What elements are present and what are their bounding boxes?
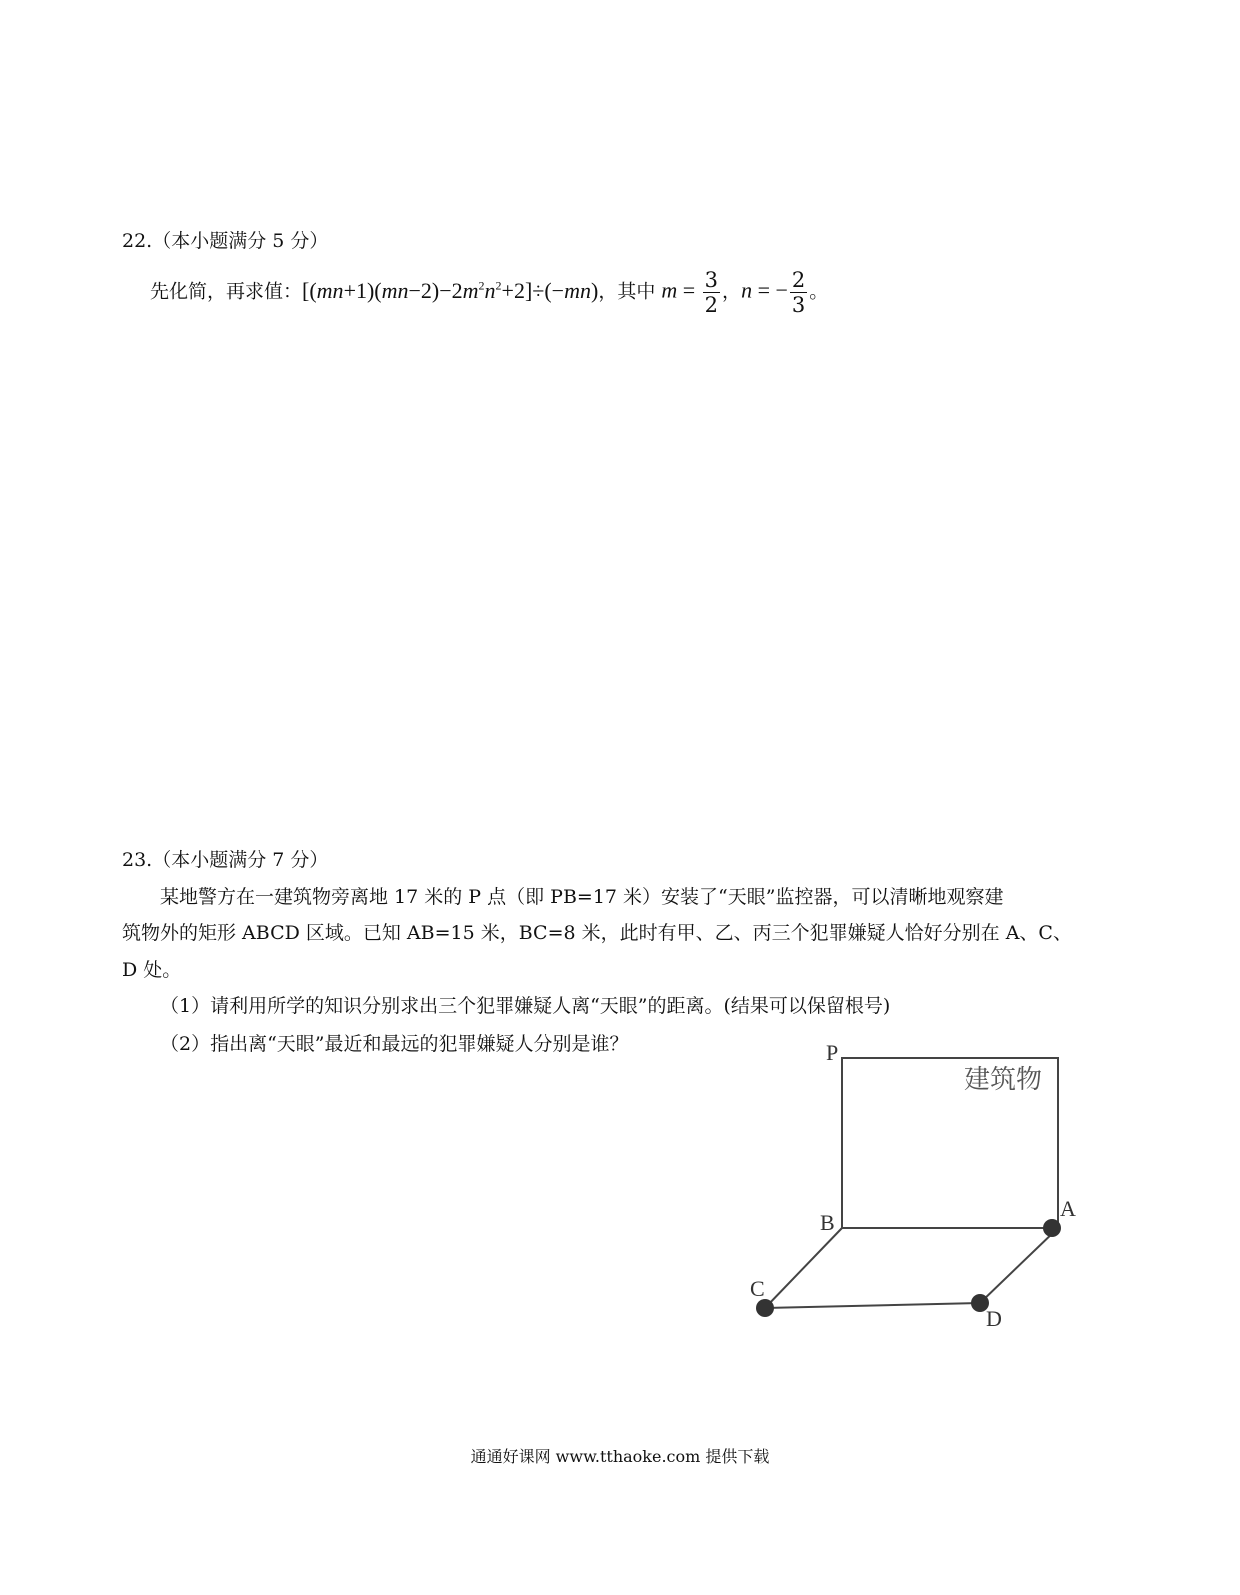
edge-ad xyxy=(980,1228,1058,1303)
q22-prompt: 先化简，再求值： xyxy=(150,280,303,303)
q22-expression: $[(mn+1)(mn-2)-2m^2n^2+2]\div(-mn)$ xyxy=(302,277,599,303)
q23-heading: 23.（本小题满分 7 分） xyxy=(122,849,329,871)
q22-heading: 22.（本小题满分 5 分） xyxy=(122,230,329,252)
q23-subquestion-1: （1）请利用所学的知识分别求出三个犯罪嫌疑人离“天眼”的距离。(结果可以保留根号) xyxy=(160,995,891,1017)
footer-source: 通通好课网 www.tthaoke.com 提供下载 xyxy=(470,1447,770,1466)
n-fraction: $\frac{2}{3}$ xyxy=(791,268,806,318)
building-label: 建筑物 xyxy=(964,1065,1043,1095)
q23-subquestion-2: （2）指出离“天眼”最近和最远的犯罪嫌疑人分别是谁？ xyxy=(160,1033,629,1055)
suspect-c-dot xyxy=(756,1299,774,1317)
q22-problem: 先化简，再求值：$[(mn+1)(mn-2)-2m^2n^2+2]\div(-mn)$，其中 m = $\frac{3}{2}$ ，n = − $\frac{2}{3}$ 。 xyxy=(150,268,829,318)
suspect-a-dot xyxy=(1043,1219,1061,1237)
q23-line-2: 筑物外的矩形 ABCD 区域。已知 AB=15 米，BC=8 米，此时有甲、乙、丙三个犯罪嫌疑人恰好分别在 A、C、 xyxy=(122,922,1072,944)
edge-cd xyxy=(765,1303,980,1308)
label-c: C xyxy=(750,1276,765,1301)
label-d: D xyxy=(986,1306,1002,1331)
q23-line-1: 某地警方在一建筑物旁离地 17 米的 P 点（即 PB=17 米）安装了“天眼”监控器，可以清晰地观察建 xyxy=(160,886,1004,908)
label-b: B xyxy=(820,1210,835,1235)
label-p: P xyxy=(826,1040,839,1065)
q23-line-3: D 处。 xyxy=(122,959,182,981)
edge-bc xyxy=(765,1228,842,1308)
building-diagram xyxy=(740,1030,1090,1340)
label-a: A xyxy=(1060,1196,1076,1221)
m-fraction: $\frac{3}{2}$ xyxy=(704,268,719,318)
